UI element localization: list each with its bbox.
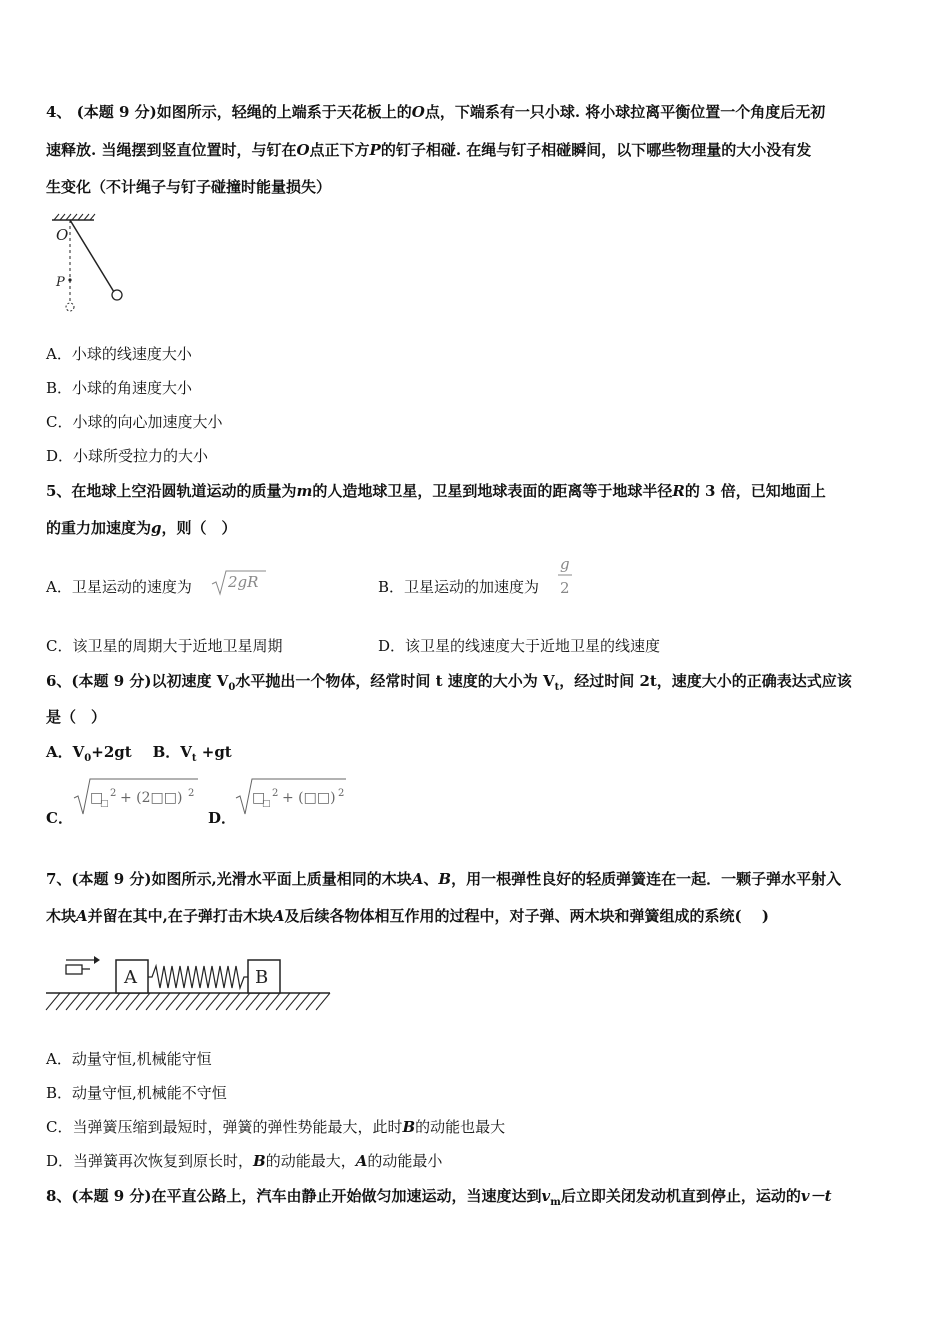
pendulum-figure (50, 214, 130, 314)
fig-block-A: A (124, 967, 137, 988)
svg-text:□: □ (100, 799, 109, 809)
q7-option-c: C．当弹簧压缩到最短时，弹簧的弹性势能最大，此时B的动能也最大 (46, 1118, 506, 1136)
svg-text:□: □ (252, 790, 266, 806)
q5-option-b: B．卫星运动的加速度为 (378, 578, 540, 596)
svg-text:2: 2 (272, 788, 279, 799)
fraction-g-over-2 (556, 553, 576, 597)
fig-label-P: P (56, 275, 65, 290)
q6-option-c: C． (46, 809, 73, 827)
q5-option-a: A．卫星运动的速度为 (46, 578, 192, 596)
svg-text:2: 2 (338, 788, 345, 799)
q4-option-a: A．小球的线速度大小 (46, 345, 192, 363)
q4-option-c: C．小球的向心加速度大小 (46, 413, 223, 431)
fig-label-O: O (56, 226, 69, 244)
svg-text:2: 2 (188, 788, 195, 799)
q5-option-d: D．该卫星的线速度大于近地卫星的线速度 (378, 637, 661, 655)
svg-text:2: 2 (560, 579, 570, 597)
q5-line-1: 5、在地球上空沿圆轨道运动的质量为m的人造地球卫星，卫星到地球表面的距离等于地球半径R的 3 倍，已知地面上 (46, 482, 826, 500)
svg-text:□: □ (262, 799, 271, 809)
q4-option-d: D．小球所受拉力的大小 (46, 447, 209, 465)
q6-line-2: 是（ ） (46, 708, 107, 726)
svg-text:+ (2□□): + (2□□) (120, 790, 183, 806)
svg-text:g: g (560, 555, 570, 573)
blocks-spring-figure (44, 952, 334, 1016)
formula-c (72, 776, 202, 816)
q6-option-d: D． (208, 809, 237, 827)
q7-option-d: D．当弹簧再次恢复到原长时，B的动能最大，A的动能最小 (46, 1152, 443, 1170)
q8-line-1: 8、(本题 9 分)在平直公路上，汽车由静止开始做匀加速运动，当速度达到$v_m$后立即关闭发动机直到停止，运动的v－t (46, 1187, 832, 1208)
svg-text:□: □ (90, 790, 104, 806)
q7-option-a: A．动量守恒,机械能守恒 (46, 1050, 212, 1068)
q6-options-ab: A．$V_0+2gt$ B．$V_t +gt$ (46, 743, 232, 764)
svg-text:2: 2 (110, 788, 117, 799)
q7-option-b: B．动量守恒,机械能不守恒 (46, 1084, 227, 1102)
sqrt-2gR-formula (210, 568, 270, 598)
q7-line-2: 木块A并留在其中,在子弹打击木块A及后续各物体相互作用的过程中，对子弹、两木块和弹簧组成的系统( ) (46, 907, 769, 925)
svg-text:2gR: 2gR (228, 573, 259, 591)
q4-line-2: 速释放. 当绳摆到竖直位置时，与钉在O点正下方P的钉子相碰. 在绳与钉子相碰瞬间，以下哪些物理量的大小没有发 (46, 141, 812, 159)
q6-line-1: 6、(本题 9 分)以初速度 $V_0$水平抛出一个物体，经常时间 t 速度的大小为 $V_t$，经过时间 2t，速度大小的正确表达式应该 (46, 672, 852, 693)
q4-line-3: 生变化（不计绳子与钉子碰撞时能量损失） (46, 178, 332, 196)
q5-line-2: 的重力加速度为g，则（ ） (46, 519, 237, 537)
q5-option-c: C．该卫星的周期大于近地卫星周期 (46, 637, 283, 655)
q7-line-1: 7、(本题 9 分)如图所示,光滑水平面上质量相同的木块A、B，用一根弹性良好的轻质弹簧连在一起．一颗子弹水平射入 (46, 870, 842, 888)
svg-text:+ (□□): + (□□) (282, 790, 336, 806)
q4-option-b: B．小球的角速度大小 (46, 379, 193, 397)
fig-block-B: B (255, 967, 269, 988)
q4-line-1: 4、 (本题 9 分)如图所示，轻绳的上端系于天花板上的O点，下端系有一只小球. 将小球拉离平衡位置一个角度后无初 (46, 103, 826, 121)
formula-d (234, 776, 350, 816)
